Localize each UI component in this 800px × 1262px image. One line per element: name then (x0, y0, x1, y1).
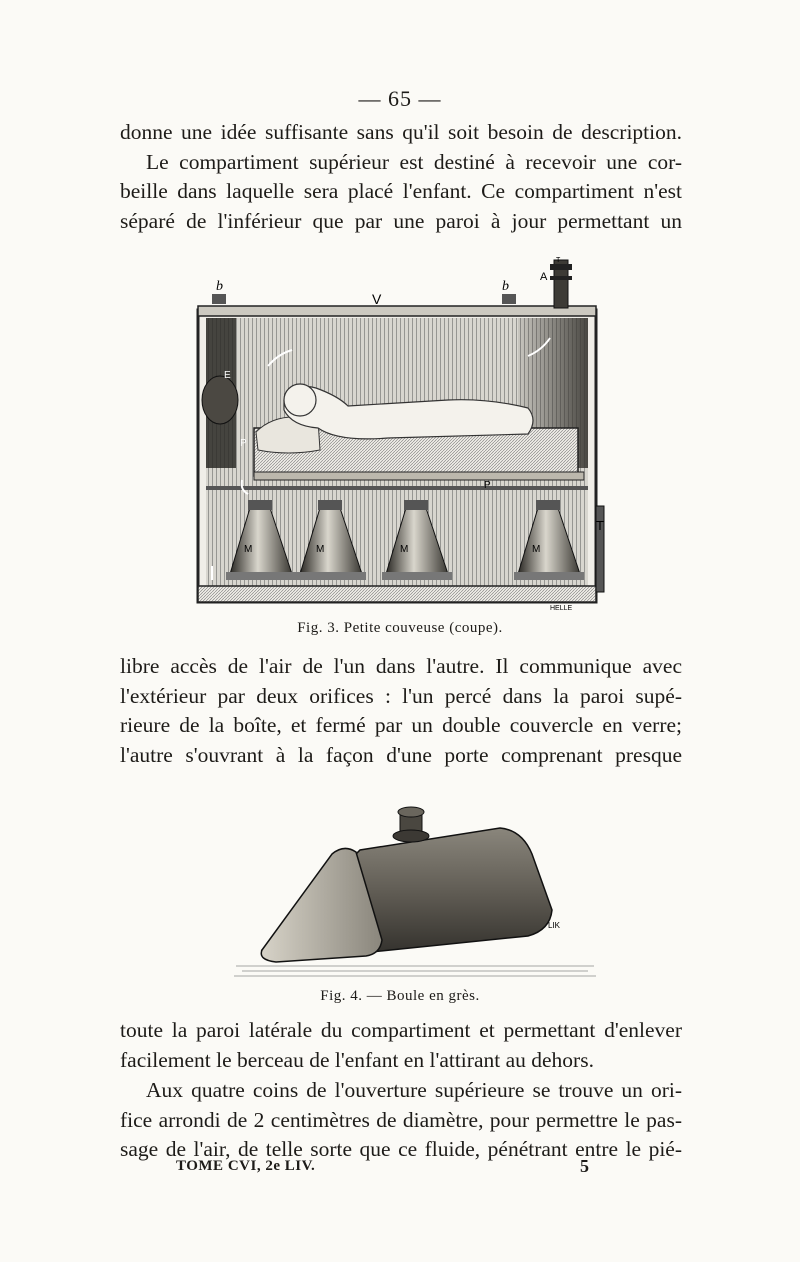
paragraph-3 (120, 1016, 682, 1075)
label-m: M (400, 544, 409, 555)
page-number: — 65 — (358, 86, 442, 111)
label-m: M (244, 544, 253, 555)
text-line: l'autre s'ouvrant à la façon d'une porte comprenant presque (120, 742, 682, 767)
figure-4-stoneware-bottle-illustration (232, 790, 598, 980)
paragraph-2 (120, 652, 682, 770)
footer-volume: TOME CVI, 2e LIV. (176, 1158, 316, 1174)
text-line: Le compartiment supérieur est destiné à recevoir une cor- (146, 149, 682, 174)
engraver-signature: HELLE (550, 605, 573, 612)
text-line: Aux quatre coins de l'ouverture supérieure se trouve un ori- (146, 1078, 682, 1102)
text-line: sage de l'air, de telle sorte que ce fluide, pénétrant entre le pié- (120, 1137, 682, 1161)
label-t-side: T (596, 518, 604, 533)
text-line: donne une idée suffisante sans qu'il soit besoin de description. (120, 120, 682, 144)
text-line: séparé de l'inférieur que par une paroi à jour permettant un (120, 208, 682, 233)
footer-signature-mark: 5 (580, 1156, 589, 1176)
label-e: E (224, 370, 231, 381)
label-t-top: T (556, 257, 561, 264)
label-p-bottom: P (484, 480, 491, 491)
text-line: fice arrondi de 2 centimètres de diamètre, pour permettre le pas- (120, 1107, 682, 1132)
label-p-left: P (240, 438, 247, 449)
text-line: libre accès de l'air de l'un dans l'autre. Il communique avec (120, 654, 682, 678)
paragraph-4 (120, 1076, 682, 1165)
text-line: facilement le berceau de l'enfant en l'attirant au dehors. (120, 1047, 594, 1072)
label-a: A (540, 271, 548, 283)
label-v: V (372, 291, 382, 307)
text-line: l'extérieur par deux orifices : l'un percé dans la paroi supé- (120, 683, 682, 708)
text-line: toute la paroi latérale du compartiment et permettant d'enlever (120, 1018, 682, 1042)
text-line: rieure de la boîte, et fermé par un double couvercle en verre; (120, 713, 682, 737)
label-b-left: b (216, 279, 223, 294)
label-m: M (316, 544, 325, 555)
text-line: beille dans laquelle sera placé l'enfant. Ce compartiment n'est (120, 179, 682, 203)
figure-3-caption: Fig. 3. Petite couveuse (coupe). (297, 620, 503, 636)
label-b-right: b (502, 279, 509, 294)
label-m: M (532, 544, 541, 555)
figure-3-incubator-illustration (188, 250, 608, 612)
paragraph-1 (120, 118, 682, 236)
engraver-signature: LIK (548, 921, 561, 930)
figure-4-caption: Fig. 4. — Boule en grès. (320, 988, 480, 1004)
